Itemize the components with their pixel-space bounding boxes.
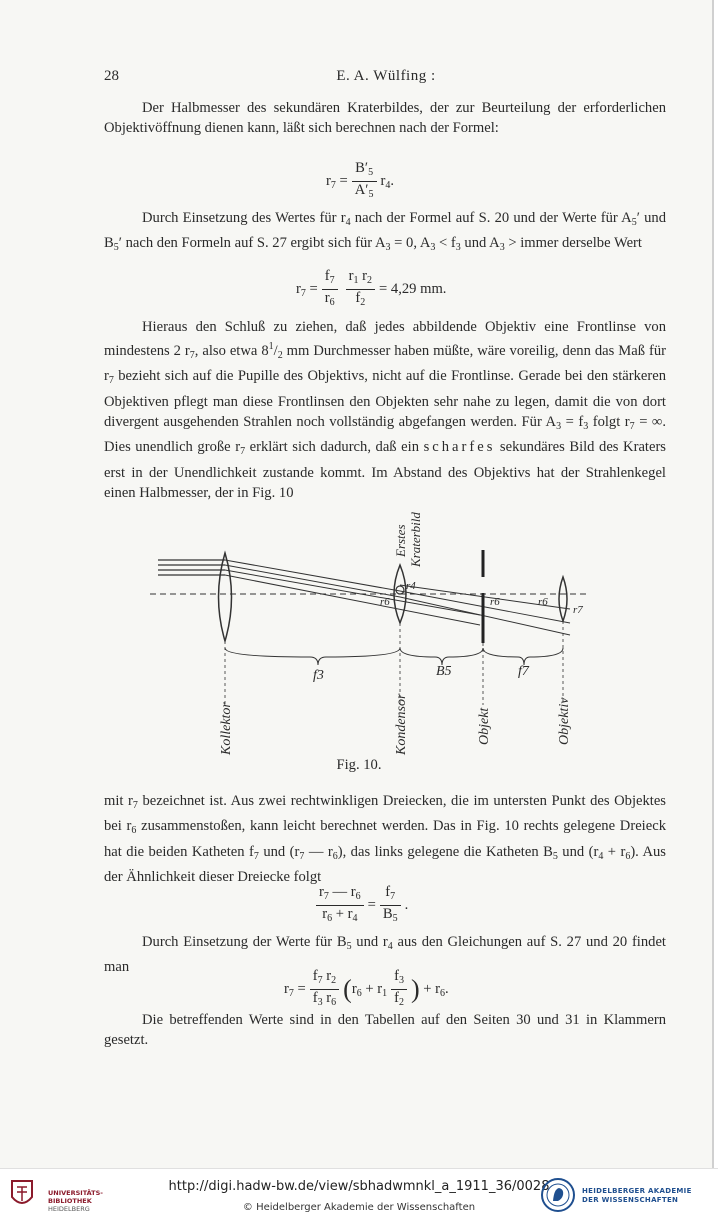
formula-r7-value: $r_7$ = $\frac{f_7}{r_6}$ $\frac{r_1 r_2}{f_2}$ = 4,29 mm. (296, 268, 447, 308)
label-objektiv: Objektiv (557, 697, 572, 745)
label-r4: r4 (406, 580, 416, 592)
document-url-link[interactable]: http://digi.hadw-bw.de/view/sbhadwmnkl_a_1911_36/0028 (168, 1179, 550, 1194)
label-f3: f3 (313, 668, 324, 683)
paragraph-4: mit $r_7$ bezeichnet ist. Aus zwei rechtwinkligen Dreiecken, die im untersten Punkt des Objektes bei $r_6$ zusammenstoßen, kann leicht berechnet werden. Das in Fig. 10 rechts gelegene Dreieck hat die beiden Katheten $f_7$ und ($r_7$ — $r_6$), das links gelegene die Katheten $B_5$ und $(r_4 + r_6)$. Aus der Ähnlichkeit dieser Dreiecke folgt (104, 793, 666, 885)
label-kraterbild: Kraterbild (408, 512, 423, 567)
running-head: E. A. Wülfing : (336, 68, 436, 84)
figure-10-diagram (150, 505, 590, 760)
ray (225, 570, 480, 615)
paragraph-1: Der Halbmesser des sekundären Kraterbildes, der zur Beurteilung der erforderlichen Objektivöffnung dienen kann, läßt sich berechnen nach der Formel: (104, 100, 666, 137)
academy-logo[interactable]: HEIDELBERGER AKADEMIE DER WISSENSCHAFTEN (540, 1175, 710, 1215)
academy-seal-icon (540, 1177, 576, 1213)
label-r6-object: r6 (490, 596, 500, 608)
page-number: 28 (104, 68, 119, 84)
formula-r7-b5: $r_7$ = $\frac{B'_5}{A'_5}$ $r_4$. (326, 160, 395, 200)
label-r6-objective: r6 (538, 596, 548, 608)
label-erstes: Erstes (393, 524, 408, 557)
label-kondensor: Kondensor (394, 693, 409, 755)
label-r7: r7 (573, 604, 583, 616)
formula-r7-final: $r_7$ = $\frac{f_7 r_2}{f_3 r_6}$ ($r_6 + r_1$ $\frac{f_3}{f_2}$ ) + $r_6$. (284, 968, 449, 1008)
figure-caption: Fig. 10. (336, 757, 382, 773)
ray (225, 560, 400, 591)
label-objekt: Objekt (477, 707, 492, 745)
label-b5: B5 (436, 664, 452, 679)
paragraph-3: Hieraus den Schluß zu ziehen, daß jedes abbildende Objektiv eine Frontlinse von mindestens 2 $r_7$, also etwa $8^1/_2$ mm Durchmesser haben müßte, wäre voreilig, denn das Maß für $r_7$ bezieht sich auf die Pupille des Objektivs, nicht auf die Frontlinse. Gerade bei den stärkeren Objektiven pflegt man diese Frontlinsen den Objekten sehr nahe zu legen, damit die von dort divergent ausgehenden Strahlen noch vollständig abgefangen werden. Für $A_3 = f_3$ folgt $r_7$ = ∞. Dies unendlich große $r_7$ erklärt sich dadurch, daß ein scharfes sekundäres Bild des Kraters erst in der Unendlichkeit zustande kommt. Im Abstand des Objektivs hat der Strahlenkegel einen Halbmesser, der in Fig. 10 (104, 319, 667, 501)
copyright-notice: © Heidelberger Akademie der Wissenschaften (242, 1202, 476, 1213)
paragraph-6: Die betreffenden Werte sind in den Tabellen auf den Seiten 30 und 31 in Klammern gesetzt. (104, 1012, 666, 1049)
university-library-logo[interactable]: UNIVERSITÄTS- BIBLIOTHEK HEIDELBERG (8, 1177, 98, 1213)
paragraph-2: Durch Einsetzung des Wertes für $r_4$ nach der Formel auf S. 20 und der Werte für $A_5'$ und $B_5'$ nach den Formeln auf S. 27 ergibt sich für $A_3 = 0$, $A_3 < f_3$ und $A_3$ > immer derselbe Wert (104, 210, 667, 254)
label-r6: r6 (380, 596, 390, 608)
bracket-f7 (483, 648, 563, 665)
label-f7: f7 (518, 664, 529, 679)
bracket-f3 (225, 648, 400, 665)
label-kollektor: Kollektor (219, 702, 234, 755)
footer-bar (0, 1168, 718, 1219)
formula-similarity: $\frac{r_7 — r_6}{r_6 + r_4}$ = $\frac{f_7}{B_5}$ . (312, 884, 408, 927)
bracket-b5 (400, 648, 483, 665)
objective-lens (559, 577, 567, 621)
paragraph-5: Durch Einsetzung der Werte für $B_5$ und $r_4$ aus den Gleichungen auf S. 27 und 20 findet man (104, 934, 666, 976)
